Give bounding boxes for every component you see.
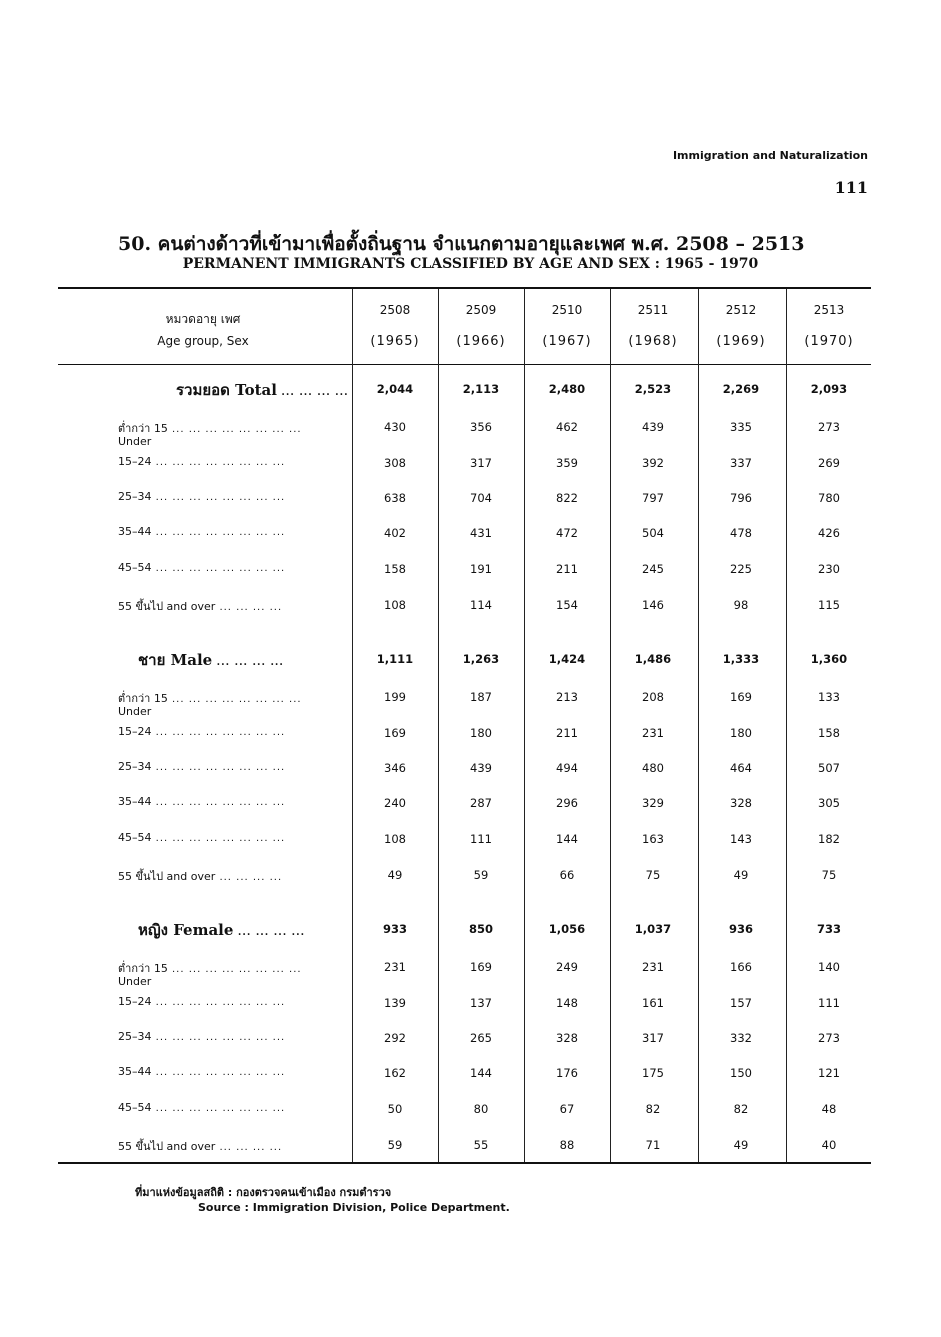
data-cell: 71 bbox=[645, 1138, 661, 1152]
data-cell: 144 bbox=[556, 832, 578, 846]
data-cell: 158 bbox=[384, 562, 406, 576]
data-cell: 337 bbox=[730, 456, 752, 470]
data-cell: 265 bbox=[470, 1031, 492, 1045]
column-header-ce-year: (1970) bbox=[804, 334, 854, 349]
data-cell: 392 bbox=[642, 456, 664, 470]
column-header-ce-year: (1969) bbox=[716, 334, 766, 349]
data-cell: 478 bbox=[730, 526, 752, 540]
column-divider bbox=[786, 289, 787, 1162]
dot-leaders: ... ... ... ... ... ... ... ... bbox=[167, 964, 302, 975]
row-label-text: 45–54 bbox=[118, 561, 152, 574]
data-cell: 332 bbox=[730, 1031, 752, 1045]
row-label bbox=[118, 995, 285, 1008]
row-label bbox=[118, 455, 285, 468]
row-label-text: 15–24 bbox=[118, 455, 152, 468]
section-total-cell: 2,480 bbox=[548, 382, 586, 396]
section-total-cell: 1,333 bbox=[722, 652, 760, 666]
column-header-ce-year: (1966) bbox=[456, 334, 506, 349]
dot-leaders: ... ... ... ... bbox=[276, 387, 349, 398]
row-label bbox=[118, 1101, 285, 1114]
column-header-be-year: 2508 bbox=[379, 303, 411, 317]
row-sublabel: Under bbox=[118, 435, 152, 448]
row-label-text: 35–44 bbox=[118, 1065, 152, 1078]
data-cell: 75 bbox=[645, 868, 661, 882]
data-cell: 144 bbox=[470, 1066, 492, 1080]
column-header-be-year: 2513 bbox=[813, 303, 845, 317]
column-header-ce-year: (1967) bbox=[542, 334, 592, 349]
data-cell: 66 bbox=[559, 868, 575, 882]
dot-leaders: ... ... ... ... bbox=[215, 872, 283, 883]
column-divider bbox=[352, 289, 353, 1162]
dot-leaders: ... ... ... ... ... ... ... ... bbox=[151, 727, 286, 738]
data-cell: 507 bbox=[818, 761, 840, 775]
data-cell: 55 bbox=[473, 1138, 489, 1152]
data-cell: 133 bbox=[818, 690, 840, 704]
data-cell: 273 bbox=[818, 420, 840, 434]
data-cell: 146 bbox=[642, 598, 664, 612]
data-cell: 111 bbox=[470, 832, 492, 846]
data-cell: 245 bbox=[642, 562, 664, 576]
data-cell: 308 bbox=[384, 456, 406, 470]
row-label-text: 25–34 bbox=[118, 490, 152, 503]
column-header-be-year: 2510 bbox=[551, 303, 583, 317]
data-cell: 49 bbox=[733, 1138, 749, 1152]
data-cell: 287 bbox=[470, 796, 492, 810]
data-cell: 472 bbox=[556, 526, 578, 540]
dot-leaders: ... ... ... ... bbox=[215, 602, 283, 613]
data-cell: 176 bbox=[556, 1066, 578, 1080]
data-cell: 402 bbox=[384, 526, 406, 540]
table-bottom-rule bbox=[58, 1162, 871, 1164]
table-title-english: PERMANENT IMMIGRANTS CLASSIFIED BY AGE AND SEX : 1965 - 1970 bbox=[182, 256, 759, 272]
data-cell: 305 bbox=[818, 796, 840, 810]
data-cell: 180 bbox=[470, 726, 492, 740]
row-label-text: 55 ขึ้นไป and over bbox=[118, 1140, 216, 1153]
data-cell: 175 bbox=[642, 1066, 664, 1080]
data-cell: 49 bbox=[387, 868, 403, 882]
dot-leaders: ... ... ... ... ... ... ... ... bbox=[151, 527, 286, 538]
data-cell: 161 bbox=[642, 996, 664, 1010]
section-total-cell: 850 bbox=[468, 922, 493, 936]
table-top-rule bbox=[58, 287, 871, 289]
data-cell: 169 bbox=[470, 960, 492, 974]
row-label bbox=[118, 1137, 282, 1155]
data-cell: 88 bbox=[559, 1138, 575, 1152]
data-cell: 231 bbox=[642, 960, 664, 974]
label-header-thai: หมวดอายุ เพศ bbox=[165, 312, 241, 326]
data-cell: 98 bbox=[733, 598, 749, 612]
data-cell: 329 bbox=[642, 796, 664, 810]
section-total-cell: 2,093 bbox=[810, 382, 848, 396]
data-cell: 430 bbox=[384, 420, 406, 434]
column-header-be-year: 2509 bbox=[465, 303, 497, 317]
dot-leaders: ... ... ... ... ... ... ... ... bbox=[151, 1032, 286, 1043]
data-cell: 59 bbox=[387, 1138, 403, 1152]
data-cell: 139 bbox=[384, 996, 406, 1010]
data-cell: 150 bbox=[730, 1066, 752, 1080]
data-cell: 211 bbox=[556, 726, 578, 740]
source-thai: ที่มาแห่งข้อมูลสถิติ : กองตรวจคนเข้าเมือง กรมตำรวจ bbox=[135, 1186, 392, 1199]
data-cell: 494 bbox=[556, 761, 578, 775]
label-header-english: Age group, Sex bbox=[157, 334, 249, 348]
data-cell: 335 bbox=[730, 420, 752, 434]
data-cell: 780 bbox=[818, 491, 840, 505]
dot-leaders: ... ... ... ... ... ... ... ... bbox=[151, 1067, 286, 1078]
row-label bbox=[118, 597, 282, 615]
section-title bbox=[138, 648, 284, 672]
data-cell: 328 bbox=[730, 796, 752, 810]
data-cell: 431 bbox=[470, 526, 492, 540]
dot-leaders: ... ... ... ... ... ... ... ... bbox=[151, 1103, 286, 1114]
dot-leaders: ... ... ... ... ... ... ... ... bbox=[167, 694, 302, 705]
page-number: 111 bbox=[834, 178, 868, 197]
row-sublabel: Under bbox=[118, 705, 152, 718]
row-label-text: ต่ำกว่า 15 bbox=[118, 962, 168, 975]
table-title-thai: 50. คนต่างด้าวที่เข้ามาเพื่อตั้งถิ่นฐาน จำแนกตามอายุและเพศ พ.ศ. 2508 – 2513 bbox=[118, 233, 805, 255]
data-cell: 169 bbox=[384, 726, 406, 740]
running-head: Immigration and Naturalization bbox=[672, 149, 868, 162]
dot-leaders: ... ... ... ... ... ... ... ... bbox=[151, 762, 286, 773]
data-cell: 638 bbox=[384, 491, 406, 505]
section-total-cell: 1,486 bbox=[634, 652, 672, 666]
header-bottom-rule bbox=[58, 364, 871, 365]
data-cell: 75 bbox=[821, 868, 837, 882]
row-label bbox=[118, 525, 285, 538]
row-label-text: 25–34 bbox=[118, 760, 152, 773]
row-sublabel: Under bbox=[118, 975, 152, 988]
data-cell: 115 bbox=[818, 598, 840, 612]
section-total-cell: 1,056 bbox=[548, 922, 586, 936]
data-cell: 796 bbox=[730, 491, 752, 505]
row-label-text: 45–54 bbox=[118, 1101, 152, 1114]
data-cell: 480 bbox=[642, 761, 664, 775]
data-cell: 114 bbox=[470, 598, 492, 612]
data-cell: 269 bbox=[818, 456, 840, 470]
section-total-cell: 1,037 bbox=[634, 922, 672, 936]
dot-leaders: ... ... ... ... bbox=[233, 927, 306, 938]
section-title bbox=[176, 378, 349, 402]
column-divider bbox=[524, 289, 525, 1162]
row-label-text: 15–24 bbox=[118, 995, 152, 1008]
column-header-be-year: 2511 bbox=[637, 303, 669, 317]
section-total-cell: 1,263 bbox=[462, 652, 500, 666]
data-cell: 296 bbox=[556, 796, 578, 810]
data-cell: 40 bbox=[821, 1138, 837, 1152]
data-cell: 163 bbox=[642, 832, 664, 846]
data-cell: 162 bbox=[384, 1066, 406, 1080]
section-total-cell: 2,044 bbox=[376, 382, 414, 396]
dot-leaders: ... ... ... ... ... ... ... ... bbox=[151, 563, 286, 574]
data-cell: 169 bbox=[730, 690, 752, 704]
data-cell: 211 bbox=[556, 562, 578, 576]
section-total-cell: 733 bbox=[816, 922, 841, 936]
row-label-text: 45–54 bbox=[118, 831, 152, 844]
data-cell: 50 bbox=[387, 1102, 403, 1116]
data-cell: 439 bbox=[470, 761, 492, 775]
column-header-ce-year: (1965) bbox=[370, 334, 420, 349]
row-label-text: 35–44 bbox=[118, 795, 152, 808]
row-label bbox=[118, 490, 285, 503]
column-divider bbox=[438, 289, 439, 1162]
data-cell: 464 bbox=[730, 761, 752, 775]
row-label-text: 55 ขึ้นไป and over bbox=[118, 870, 216, 883]
data-cell: 208 bbox=[642, 690, 664, 704]
dot-leaders: ... ... ... ... ... ... ... ... bbox=[151, 492, 286, 503]
data-cell: 67 bbox=[559, 1102, 575, 1116]
data-cell: 187 bbox=[470, 690, 492, 704]
section-total-cell: 936 bbox=[728, 922, 753, 936]
dot-leaders: ... ... ... ... bbox=[215, 1142, 283, 1153]
dot-leaders: ... ... ... ... ... ... ... ... bbox=[151, 997, 286, 1008]
data-cell: 49 bbox=[733, 868, 749, 882]
section-title bbox=[138, 918, 305, 942]
data-cell: 180 bbox=[730, 726, 752, 740]
data-cell: 240 bbox=[384, 796, 406, 810]
row-label bbox=[118, 1065, 285, 1078]
data-cell: 231 bbox=[642, 726, 664, 740]
data-cell: 143 bbox=[730, 832, 752, 846]
section-title-text: หญิง Female bbox=[138, 921, 234, 939]
data-cell: 504 bbox=[642, 526, 664, 540]
data-cell: 328 bbox=[556, 1031, 578, 1045]
data-cell: 158 bbox=[818, 726, 840, 740]
section-total-cell: 2,269 bbox=[722, 382, 760, 396]
source-english: Source : Immigration Division, Police Department. bbox=[198, 1201, 510, 1214]
section-total-cell: 933 bbox=[382, 922, 407, 936]
row-label bbox=[118, 725, 285, 738]
dot-leaders: ... ... ... ... ... ... ... ... bbox=[167, 424, 302, 435]
row-label-text: 15–24 bbox=[118, 725, 152, 738]
section-total-cell: 1,111 bbox=[376, 652, 414, 666]
data-cell: 797 bbox=[642, 491, 664, 505]
row-label-text: ต่ำกว่า 15 bbox=[118, 422, 168, 435]
column-header-be-year: 2512 bbox=[725, 303, 757, 317]
data-cell: 148 bbox=[556, 996, 578, 1010]
dot-leaders: ... ... ... ... ... ... ... ... bbox=[151, 797, 286, 808]
data-cell: 231 bbox=[384, 960, 406, 974]
row-label-text: 35–44 bbox=[118, 525, 152, 538]
data-cell: 439 bbox=[642, 420, 664, 434]
section-total-cell: 1,360 bbox=[810, 652, 848, 666]
data-cell: 191 bbox=[470, 562, 492, 576]
row-label bbox=[118, 867, 282, 885]
data-cell: 140 bbox=[818, 960, 840, 974]
row-label-text: 55 ขึ้นไป and over bbox=[118, 600, 216, 613]
row-label bbox=[118, 795, 285, 808]
data-cell: 359 bbox=[556, 456, 578, 470]
data-cell: 249 bbox=[556, 960, 578, 974]
data-cell: 199 bbox=[384, 690, 406, 704]
section-total-cell: 2,113 bbox=[462, 382, 500, 396]
section-title-text: ชาย Male bbox=[138, 651, 213, 669]
data-cell: 273 bbox=[818, 1031, 840, 1045]
data-cell: 166 bbox=[730, 960, 752, 974]
data-cell: 230 bbox=[818, 562, 840, 576]
row-label-text: 25–34 bbox=[118, 1030, 152, 1043]
column-divider bbox=[610, 289, 611, 1162]
row-label-text: ต่ำกว่า 15 bbox=[118, 692, 168, 705]
column-header-ce-year: (1968) bbox=[628, 334, 678, 349]
section-total-cell: 2,523 bbox=[634, 382, 672, 396]
data-cell: 462 bbox=[556, 420, 578, 434]
data-cell: 108 bbox=[384, 598, 406, 612]
data-cell: 154 bbox=[556, 598, 578, 612]
data-cell: 48 bbox=[821, 1102, 837, 1116]
data-cell: 426 bbox=[818, 526, 840, 540]
data-cell: 704 bbox=[470, 491, 492, 505]
section-title-text: รวมยอด Total bbox=[176, 381, 277, 399]
data-cell: 225 bbox=[730, 562, 752, 576]
column-divider bbox=[698, 289, 699, 1162]
section-total-cell: 1,424 bbox=[548, 652, 586, 666]
dot-leaders: ... ... ... ... ... ... ... ... bbox=[151, 457, 286, 468]
row-label bbox=[118, 760, 285, 773]
data-cell: 317 bbox=[470, 456, 492, 470]
data-cell: 82 bbox=[733, 1102, 749, 1116]
data-cell: 346 bbox=[384, 761, 406, 775]
row-label bbox=[118, 831, 285, 844]
data-cell: 59 bbox=[473, 868, 489, 882]
data-cell: 137 bbox=[470, 996, 492, 1010]
row-label bbox=[118, 1030, 285, 1043]
data-cell: 108 bbox=[384, 832, 406, 846]
data-cell: 213 bbox=[556, 690, 578, 704]
row-label bbox=[118, 561, 285, 574]
data-cell: 111 bbox=[818, 996, 840, 1010]
data-cell: 292 bbox=[384, 1031, 406, 1045]
data-cell: 182 bbox=[818, 832, 840, 846]
data-cell: 121 bbox=[818, 1066, 840, 1080]
data-cell: 157 bbox=[730, 996, 752, 1010]
data-cell: 82 bbox=[645, 1102, 661, 1116]
data-cell: 317 bbox=[642, 1031, 664, 1045]
data-cell: 822 bbox=[556, 491, 578, 505]
dot-leaders: ... ... ... ... ... ... ... ... bbox=[151, 833, 286, 844]
data-cell: 80 bbox=[473, 1102, 489, 1116]
data-cell: 356 bbox=[470, 420, 492, 434]
dot-leaders: ... ... ... ... bbox=[212, 657, 284, 668]
